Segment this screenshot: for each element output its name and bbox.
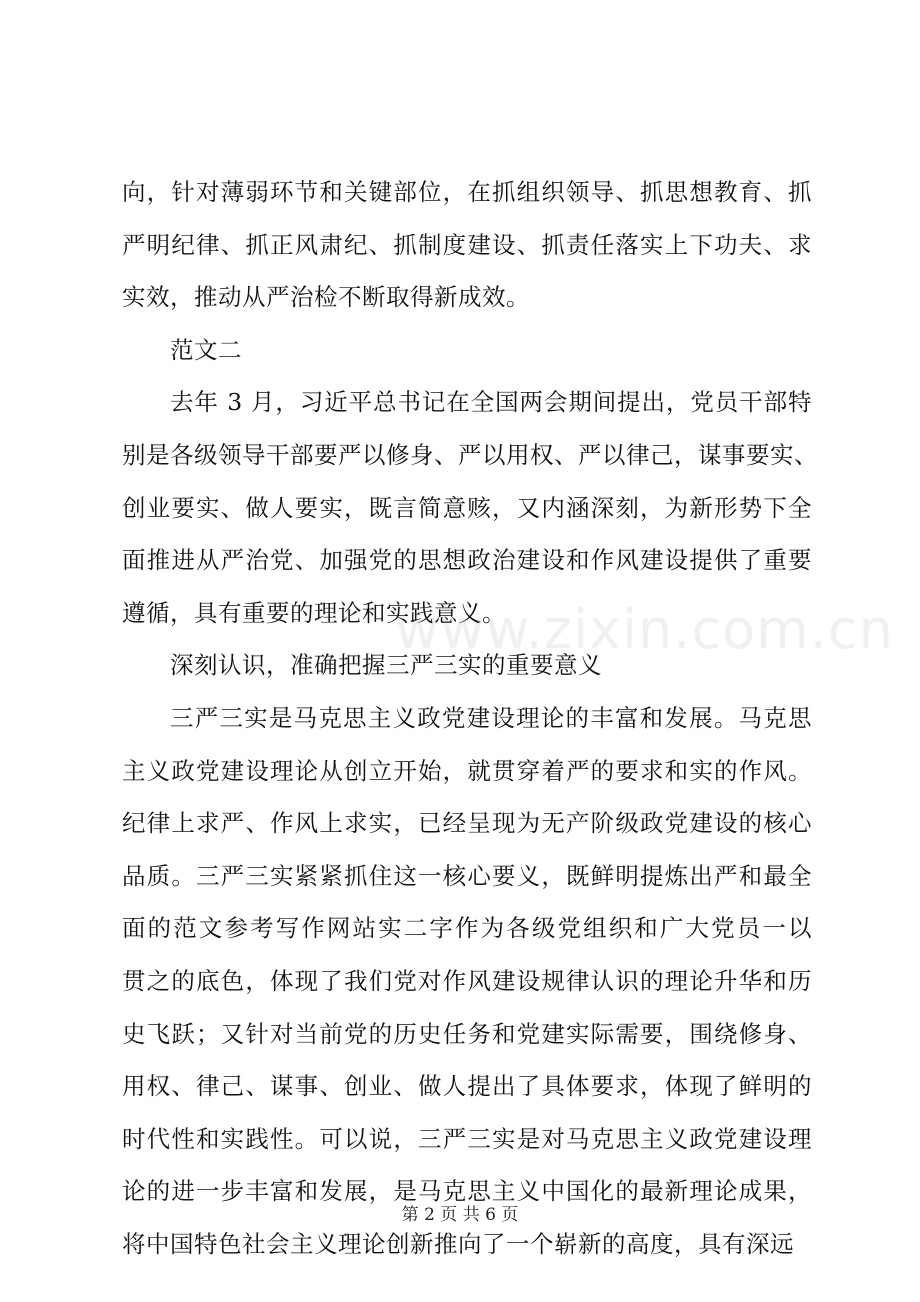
document-body	[122, 166, 818, 1270]
page-footer	[0, 1200, 920, 1225]
paragraph	[122, 692, 812, 1271]
text-line: 严明纪律、抓正风肃纪、抓制度建设、抓责任落实上下功夫、求	[122, 230, 812, 259]
paragraph	[122, 639, 812, 692]
text-line: 创业要实、做人要实，既言简意赅，又内涵深刻，为新形势下全	[122, 493, 812, 522]
text-line: 纪律上求严、作风上求实，已经呈现为无产阶级政党建设的核心	[122, 809, 812, 838]
text-line: 面的范文参考写作网站实二字作为各级党组织和广大党员一以	[122, 914, 812, 943]
text-line: 将中国特色社会主义理论创新推向了一个崭新的高度，具有深远	[122, 1229, 794, 1258]
text-line: 别是各级领导干部要严以修身、严以用权、严以律己，谋事要实、	[122, 440, 818, 469]
text-line: 三严三实是马克思主义政党建设理论的丰富和发展。马克思	[170, 703, 812, 732]
text-line: 论的进一步丰富和发展，是马克思主义中国化的最新理论成果，	[122, 1177, 812, 1206]
text-line: 去年 3 月，习近平总书记在全国两会期间提出，党员干部特	[170, 388, 812, 417]
text-line: 时代性和实践性。可以说，三严三实是对马克思主义政党建设理	[122, 1124, 812, 1153]
text-line: 品质。三严三实紧紧抓住这一核心要义，既鲜明提炼出严和最全	[122, 861, 812, 890]
text-line: 面推进从严治党、加强党的思想政治建设和作风建设提供了重要	[122, 546, 812, 575]
text-line: 深刻认识，准确把握三严三实的重要意义	[170, 651, 602, 680]
text-line: 范文二	[170, 335, 242, 364]
watermark: www.zixin.com.cn	[395, 598, 894, 661]
paragraph	[122, 166, 812, 324]
text-line: 史飞跃；又针对当前党的历史任务和党建实际需要，围绕修身、	[122, 1019, 812, 1048]
paragraph	[122, 324, 812, 377]
text-line: 遵循，具有重要的理论和实践意义。	[122, 598, 506, 627]
text-line: 贯之的底色，体现了我们党对作风建设规律认识的理论升华和历	[122, 966, 812, 995]
page-number-label: 第 2 页 共 6 页	[401, 1205, 519, 1225]
text-line: 实效，推动从严治检不断取得新成效。	[122, 283, 530, 312]
text-line: 主义政党建设理论从创立开始，就贯穿着严的要求和实的作风。	[122, 756, 812, 785]
text-line: 用权、律己、谋事、创业、做人提出了具体要求，体现了鲜明的	[122, 1072, 812, 1101]
text-line: 向，针对薄弱环节和关键部位，在抓组织领导、抓思想教育、抓	[122, 178, 812, 206]
paragraph	[122, 376, 818, 639]
